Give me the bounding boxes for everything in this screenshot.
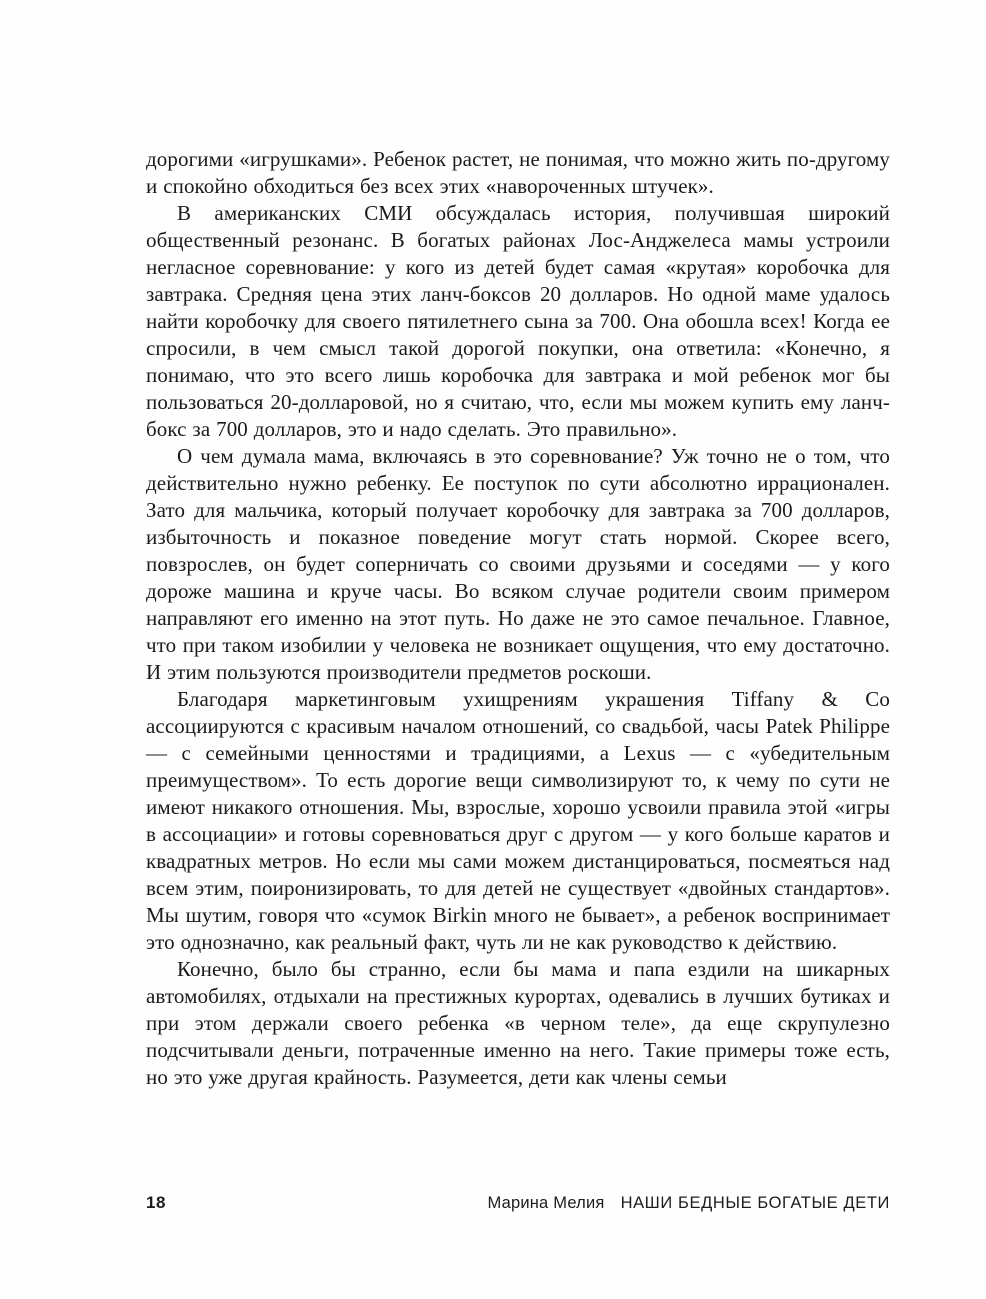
paragraph: В американских СМИ обсуждалась история, получившая широкий общественный резонанс. В богатых районах Лос-Анджелеса мамы устроили негласное соревнование: у кого из детей будет самая «крутая» коробочка для завтрака. Средняя цена этих ланч-боксов 20 долларов. Но одной маме удалось найти коробочку для своего пятилетнего сына за 700. Она обошла всех! Когда ее спросили, в чем смысл такой дорогой покупки, она ответила: «Конечно, я понимаю, что это всего лишь коробочка для завтрака и мой ребенок мог бы пользоваться 20-долларовой, но я считаю, что, если мы можем купить ему ланч-бокс за 700 долларов, это и надо сделать. Это правильно».	[146, 201, 890, 441]
paragraph: Благодаря маркетинговым ухищрениям украшения Tiffany & Co ассоциируются с красивым началом отношений, со свадьбой, часы Patek Philippe — с семейными ценностями и традициями, а Lexus — с «убедительным преимуществом». То есть дорогие вещи символизируют то, к чему по сути не имеют никакого отношения. Мы, взрослые, хорошо усвоили правила этой «игры в ассоциации» и готовы соревноваться друг с другом — у кого больше каратов и квадратных метров. Но если мы сами можем дистанцироваться, посмеяться над всем этим, поиронизировать, то для детей не существует «двойных стандартов». Мы шутим, говоря что «сумок Birkin много не бывает», а ребенок воспринимает это однозначно, как реальный факт, чуть ли не как руководство к действию.	[146, 687, 890, 954]
paragraph: Конечно, было бы странно, если бы мама и папа ездили на шикарных автомобилях, отдыхали на престижных курортах, одевались в лучших бутиках и при этом держали своего ребенка «в черном теле», да еще скрупулезно подсчитывали деньги, потраченные именно на него. Такие примеры тоже есть, но это уже другая крайность. Разумеется, дети как члены семьи	[146, 957, 890, 1089]
footer-book-title: НАШИ БЕДНЫЕ БОГАТЫЕ ДЕТИ	[620, 1194, 890, 1212]
text-block	[146, 146, 890, 1091]
footer-author: Марина Мелия	[487, 1194, 605, 1212]
page-number: 18	[146, 1193, 166, 1212]
paragraph: дорогими «игрушками». Ребенок растет, не понимая, что можно жить по-другому и спокойно обходиться без всех этих «навороченных штучек».	[146, 147, 890, 198]
running-title	[487, 1194, 890, 1213]
page-footer	[146, 1193, 890, 1213]
paragraph: О чем думала мама, включаясь в это соревнование? Уж точно не о том, что действительно нужно ребенку. Ее поступок по сути абсолютно иррационален. Зато для мальчика, который получает коробочку для завтрака за 700 долларов, избыточность и показное поведение могут стать нормой. Скорее всего, повзрослев, он будет соперничать со своими друзьями и соседями — у кого дороже машина и круче часы. Во всяком случае родители своим примером направляют его именно на этот путь. Но даже не это самое печальное. Главное, что при таком изобилии у человека не возникает ощущения, что ему достаточно. И этим пользуются производители предметов роскоши.	[146, 444, 890, 684]
